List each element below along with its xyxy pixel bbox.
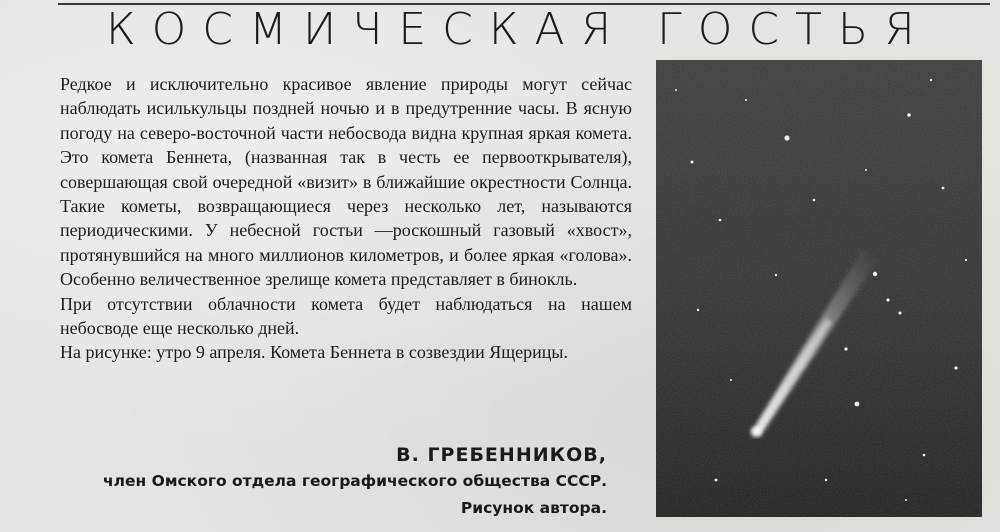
star bbox=[907, 113, 911, 117]
star bbox=[691, 161, 694, 164]
article-body bbox=[60, 72, 632, 365]
article-paragraph-2: При отсутствии облачности комета будет наблюдаться на нашем небосводе еще несколько дней. bbox=[60, 293, 632, 339]
star bbox=[865, 169, 867, 171]
photo-grain bbox=[656, 60, 982, 517]
star bbox=[784, 135, 789, 140]
star bbox=[697, 309, 699, 311]
star bbox=[954, 366, 957, 369]
star bbox=[942, 187, 945, 190]
illustration-credit: Рисунок автора. bbox=[460, 499, 607, 517]
star bbox=[719, 219, 722, 222]
star bbox=[923, 454, 926, 457]
star bbox=[855, 402, 860, 407]
author-title: член Омского отдела географического общества СССР. bbox=[103, 472, 607, 490]
author-name: В. ГРЕБЕННИКОВ, bbox=[396, 444, 607, 466]
star bbox=[965, 259, 967, 261]
star bbox=[844, 347, 847, 350]
headline: КОСМИЧЕСКАЯ ГОСТЬЯ bbox=[106, 4, 931, 55]
comet-photo bbox=[656, 60, 982, 517]
star bbox=[775, 274, 777, 276]
article-paragraph-1: Редкое и исключительно красивое явление природы могут сейчас наблюдать исилькульцы поздней ночью и в предутренние часы. В ясную погоду на северо-восточной части небосвода видна крупная яркая комета. Это комета Беннета, (названная так в честь ее первооткрывателя), совершающая свой очередной «визит» в ближайшие окрестности Солнца. Такие кометы, возвращающиеся через несколько лет, называются периодическими. У небесной гостьи —роскошный газовый «хвост», протянувшийся на много миллионов километров, и более яркая «голова». Особенно величественное зрелище комета представляет в бинокль. bbox=[60, 74, 632, 290]
comet-head bbox=[751, 427, 761, 437]
star bbox=[873, 272, 877, 276]
comet-illustration bbox=[656, 60, 982, 517]
star bbox=[675, 89, 677, 91]
star bbox=[899, 312, 902, 315]
star bbox=[730, 379, 732, 381]
star bbox=[745, 99, 747, 101]
star bbox=[715, 479, 718, 482]
star bbox=[813, 199, 816, 202]
star bbox=[825, 479, 827, 481]
star bbox=[886, 298, 889, 301]
star bbox=[905, 499, 907, 501]
article-paragraph-3: На рисунке: утро 9 апреля. Комета Беннета в созвездии Ящерицы. bbox=[60, 342, 569, 363]
star bbox=[930, 79, 932, 81]
